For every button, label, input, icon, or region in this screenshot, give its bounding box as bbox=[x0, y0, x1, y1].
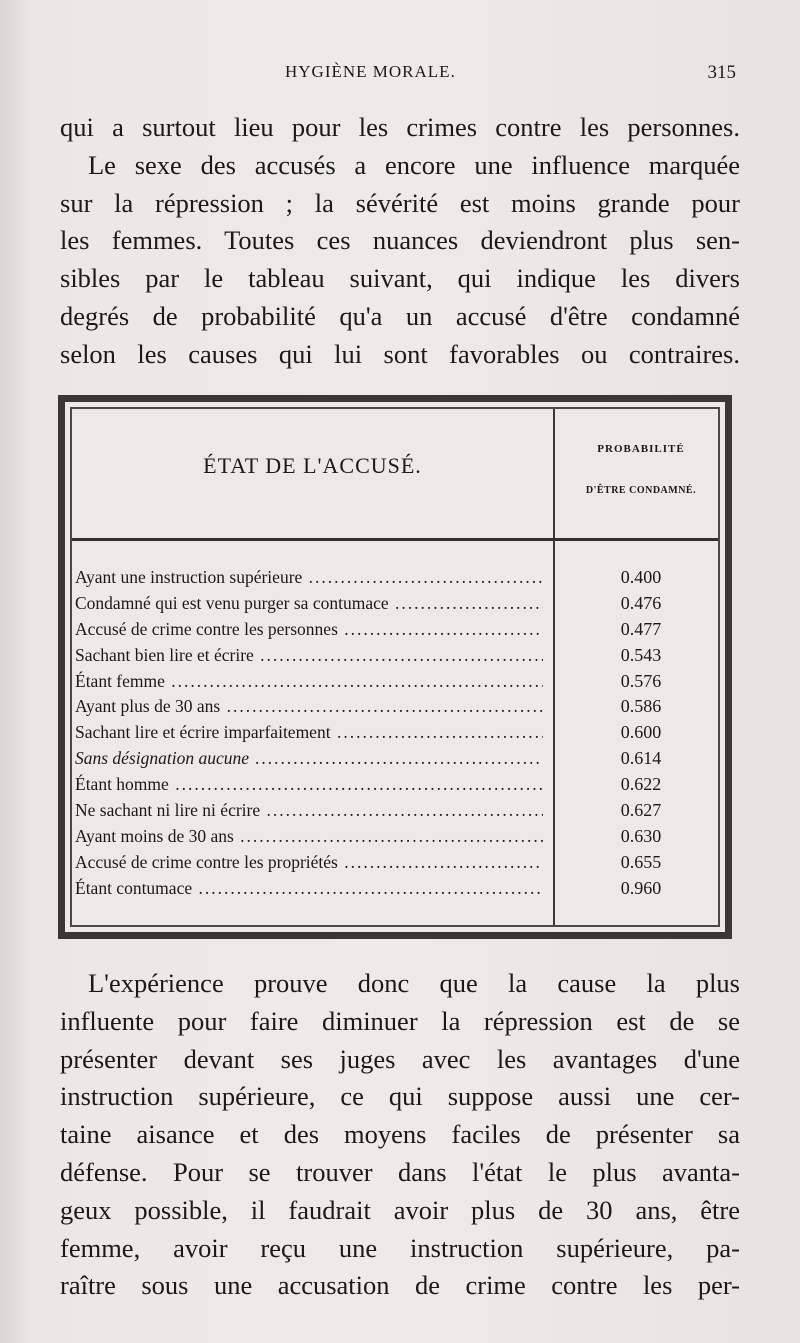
text-line: présenter devant ses juges avec les avantages d'une bbox=[60, 1043, 740, 1074]
paragraph-top bbox=[60, 109, 740, 374]
table-row bbox=[72, 722, 718, 748]
row-value: 0.543 bbox=[620, 644, 662, 665]
text-line: geux possible, il faudrait avoir plus de 30 ans, être bbox=[60, 1194, 740, 1225]
text-line: Le sexe des accusés a encore une influence marquée bbox=[88, 149, 740, 180]
table-row bbox=[72, 852, 718, 878]
header-rule bbox=[72, 538, 718, 541]
table-body bbox=[72, 567, 718, 904]
text-line: taine aisance et des moyens faciles de présenter sa bbox=[60, 1119, 740, 1150]
row-label: Ayant une instruction supérieure ..... bbox=[75, 567, 543, 588]
probability-table bbox=[58, 395, 732, 939]
running-title: HYGIÈNE MORALE. bbox=[285, 62, 456, 81]
table-row bbox=[72, 826, 718, 852]
row-value: 0.476 bbox=[620, 592, 662, 613]
column-header-probability-sub: D'ÊTRE CONDAMNÉ. bbox=[585, 485, 697, 496]
table-row bbox=[72, 748, 718, 774]
row-label: Étant contumace ..... bbox=[75, 878, 543, 899]
column-header-state: ÉTAT DE L'ACCUSÉ. bbox=[203, 453, 422, 478]
table-row bbox=[72, 696, 718, 722]
row-label: Étant homme ..... bbox=[75, 774, 543, 795]
row-value: 0.960 bbox=[620, 877, 662, 898]
text-line: raître sous une accusation de crime contre les per- bbox=[60, 1270, 740, 1301]
table-row bbox=[72, 774, 718, 800]
row-label: Ne sachant ni lire ni écrire ..... bbox=[75, 800, 543, 821]
row-value: 0.600 bbox=[620, 722, 662, 743]
table-row bbox=[72, 878, 718, 904]
paragraph-bottom bbox=[60, 965, 740, 1305]
row-value: 0.655 bbox=[620, 851, 662, 872]
table-row bbox=[72, 645, 718, 671]
table-row bbox=[72, 567, 718, 593]
row-label: Ayant moins de 30 ans ..... bbox=[75, 826, 543, 847]
row-label: Condamné qui est venu purger sa contumace ..... bbox=[75, 593, 543, 614]
row-label: Ayant plus de 30 ans ..... bbox=[75, 696, 543, 717]
text-line: instruction supérieure, ce qui suppose aussi une cer- bbox=[60, 1081, 740, 1112]
text-line: degrés de probabilité qu'a un accusé d'être condamné bbox=[60, 300, 740, 331]
row-value: 0.586 bbox=[620, 696, 662, 717]
table-row bbox=[72, 671, 718, 697]
row-label: Accusé de crime contre les personnes ..... bbox=[75, 619, 543, 640]
row-label: Accusé de crime contre les propriétés ..... bbox=[75, 852, 543, 873]
row-label: Sans désignation aucune ..... bbox=[75, 748, 543, 769]
text-line: qui a surtout lieu pour les crimes contre les personnes. bbox=[60, 112, 740, 142]
column-header-probability: PROBABILITÉ bbox=[597, 443, 685, 455]
row-label: Sachant lire et écrire imparfaitement ..... bbox=[75, 722, 543, 743]
row-value: 0.477 bbox=[620, 618, 662, 639]
row-value: 0.576 bbox=[620, 670, 662, 691]
row-value: 0.630 bbox=[620, 825, 662, 846]
text-line: sibles par le tableau suivant, qui indique les divers bbox=[60, 263, 740, 294]
text-line: selon les causes qui lui sont favorables ou contraires. bbox=[60, 338, 740, 369]
table-row bbox=[72, 619, 718, 645]
row-value: 0.614 bbox=[620, 748, 662, 769]
row-value: 0.622 bbox=[620, 774, 662, 795]
table-row bbox=[72, 593, 718, 619]
text-line: sur la répression ; la sévérité est moins grande pour bbox=[60, 187, 740, 218]
row-label: Sachant bien lire et écrire ..... bbox=[75, 645, 543, 666]
running-head bbox=[60, 62, 740, 88]
page-number: 315 bbox=[707, 62, 736, 83]
text-line: défense. Pour se trouver dans l'état le plus avanta- bbox=[60, 1156, 740, 1187]
text-line: femme, avoir reçu une instruction supérieure, pa- bbox=[60, 1232, 740, 1263]
row-value: 0.400 bbox=[620, 567, 662, 587]
text-line: influente pour faire diminuer la répression est de se bbox=[60, 1005, 740, 1036]
row-value: 0.627 bbox=[620, 800, 662, 821]
text-line: les femmes. Toutes ces nuances deviendront plus sen- bbox=[60, 225, 740, 256]
text-line: L'expérience prouve donc que la cause la plus bbox=[88, 968, 740, 998]
table-inner-frame bbox=[70, 407, 720, 927]
table-row bbox=[72, 800, 718, 826]
row-label: Étant femme ..... bbox=[75, 671, 543, 692]
